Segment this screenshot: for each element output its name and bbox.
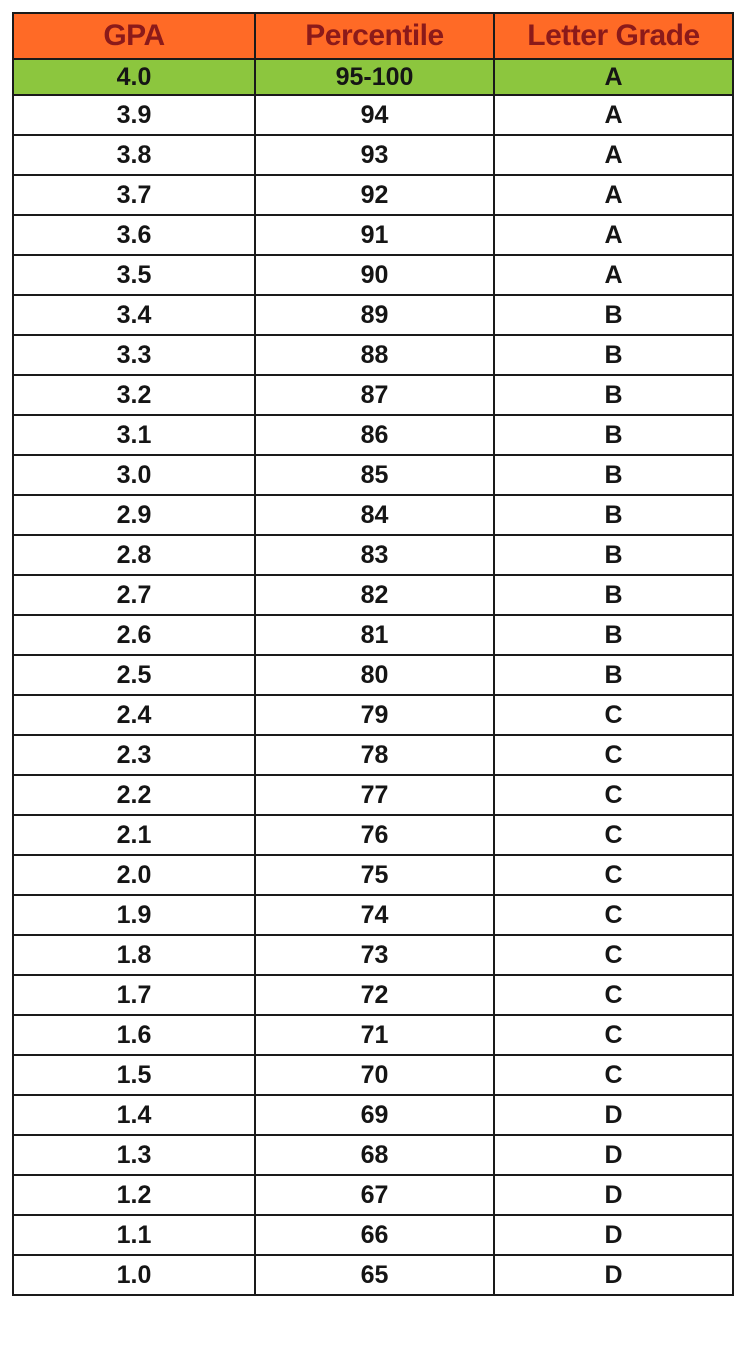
letter-grade-cell: C [494, 695, 733, 735]
letter-grade-cell: B [494, 335, 733, 375]
letter-grade-cell: D [494, 1255, 733, 1295]
gpa-cell: 3.1 [13, 415, 255, 455]
letter-grade-cell: B [494, 415, 733, 455]
percentile-cell: 90 [255, 255, 494, 295]
gpa-cell: 1.1 [13, 1215, 255, 1255]
table-row [13, 695, 733, 735]
letter-grade-cell: B [494, 535, 733, 575]
letter-grade-cell: B [494, 375, 733, 415]
percentile-cell: 82 [255, 575, 494, 615]
gpa-cell: 2.3 [13, 735, 255, 775]
table-body [13, 59, 733, 1295]
gpa-grade-table [12, 12, 734, 1296]
percentile-cell: 83 [255, 535, 494, 575]
table-row [13, 615, 733, 655]
letter-grade-cell: B [494, 295, 733, 335]
percentile-cell: 70 [255, 1055, 494, 1095]
letter-grade-cell: C [494, 815, 733, 855]
letter-grade-cell: D [494, 1175, 733, 1215]
letter-grade-cell: B [494, 655, 733, 695]
header-percentile: Percentile [255, 13, 494, 59]
table-row [13, 1015, 733, 1055]
header-row [13, 13, 733, 59]
gpa-cell: 3.0 [13, 455, 255, 495]
table-row [13, 415, 733, 455]
table-row [13, 655, 733, 695]
percentile-cell: 71 [255, 1015, 494, 1055]
percentile-cell: 67 [255, 1175, 494, 1215]
letter-grade-cell: C [494, 935, 733, 975]
table-row [13, 1215, 733, 1255]
gpa-cell: 2.1 [13, 815, 255, 855]
table-row [13, 1095, 733, 1135]
gpa-cell: 1.7 [13, 975, 255, 1015]
table-row [13, 255, 733, 295]
gpa-cell: 2.9 [13, 495, 255, 535]
gpa-cell: 2.2 [13, 775, 255, 815]
percentile-cell: 93 [255, 135, 494, 175]
gpa-cell: 3.4 [13, 295, 255, 335]
table-row [13, 95, 733, 135]
letter-grade-cell: C [494, 1015, 733, 1055]
table-header [13, 13, 733, 59]
gpa-cell: 1.6 [13, 1015, 255, 1055]
table-row [13, 455, 733, 495]
table-row [13, 1255, 733, 1295]
letter-grade-cell: A [494, 175, 733, 215]
gpa-cell: 3.5 [13, 255, 255, 295]
table-row [13, 975, 733, 1015]
letter-grade-cell: B [494, 455, 733, 495]
percentile-cell: 66 [255, 1215, 494, 1255]
gpa-cell: 1.2 [13, 1175, 255, 1215]
percentile-cell: 80 [255, 655, 494, 695]
highlighted-row [13, 59, 733, 95]
percentile-cell: 91 [255, 215, 494, 255]
gpa-cell: 1.3 [13, 1135, 255, 1175]
table-row [13, 735, 733, 775]
gpa-cell: 3.6 [13, 215, 255, 255]
table-row [13, 295, 733, 335]
header-letter-grade: Letter Grade [494, 13, 733, 59]
header-gpa: GPA [13, 13, 255, 59]
letter-grade-cell: A [494, 255, 733, 295]
table-row [13, 175, 733, 215]
letter-grade-cell: A [494, 215, 733, 255]
percentile-cell: 79 [255, 695, 494, 735]
gpa-cell: 3.7 [13, 175, 255, 215]
percentile-cell: 87 [255, 375, 494, 415]
gpa-cell: 2.5 [13, 655, 255, 695]
letter-grade-cell: C [494, 775, 733, 815]
table-row [13, 335, 733, 375]
table-row [13, 535, 733, 575]
percentile-cell: 75 [255, 855, 494, 895]
table-row [13, 495, 733, 535]
percentile-cell: 68 [255, 1135, 494, 1175]
gpa-cell: 4.0 [13, 59, 255, 95]
percentile-cell: 88 [255, 335, 494, 375]
letter-grade-cell: A [494, 135, 733, 175]
letter-grade-cell: C [494, 975, 733, 1015]
gpa-cell: 2.7 [13, 575, 255, 615]
percentile-cell: 78 [255, 735, 494, 775]
gpa-cell: 1.8 [13, 935, 255, 975]
percentile-cell: 69 [255, 1095, 494, 1135]
percentile-cell: 73 [255, 935, 494, 975]
percentile-cell: 72 [255, 975, 494, 1015]
letter-grade-cell: C [494, 855, 733, 895]
gpa-cell: 3.9 [13, 95, 255, 135]
percentile-cell: 85 [255, 455, 494, 495]
percentile-cell: 84 [255, 495, 494, 535]
table-row [13, 815, 733, 855]
letter-grade-cell: B [494, 495, 733, 535]
table-row [13, 895, 733, 935]
table-row [13, 135, 733, 175]
percentile-cell: 89 [255, 295, 494, 335]
percentile-cell: 76 [255, 815, 494, 855]
letter-grade-cell: A [494, 59, 733, 95]
percentile-cell: 92 [255, 175, 494, 215]
gpa-cell: 3.2 [13, 375, 255, 415]
percentile-cell: 95-100 [255, 59, 494, 95]
letter-grade-cell: D [494, 1095, 733, 1135]
letter-grade-cell: D [494, 1215, 733, 1255]
percentile-cell: 74 [255, 895, 494, 935]
table-row [13, 935, 733, 975]
gpa-cell: 3.3 [13, 335, 255, 375]
gpa-cell: 1.0 [13, 1255, 255, 1295]
letter-grade-cell: B [494, 575, 733, 615]
table-row [13, 215, 733, 255]
gpa-cell: 1.4 [13, 1095, 255, 1135]
letter-grade-cell: D [494, 1135, 733, 1175]
letter-grade-cell: C [494, 895, 733, 935]
table-row [13, 1175, 733, 1215]
percentile-cell: 94 [255, 95, 494, 135]
gpa-cell: 1.5 [13, 1055, 255, 1095]
table-row [13, 855, 733, 895]
letter-grade-cell: A [494, 95, 733, 135]
gpa-cell: 2.8 [13, 535, 255, 575]
gpa-cell: 3.8 [13, 135, 255, 175]
gpa-cell: 2.0 [13, 855, 255, 895]
gpa-cell: 2.4 [13, 695, 255, 735]
percentile-cell: 65 [255, 1255, 494, 1295]
table-row [13, 575, 733, 615]
percentile-cell: 81 [255, 615, 494, 655]
letter-grade-cell: C [494, 735, 733, 775]
table-row [13, 775, 733, 815]
table-row [13, 1055, 733, 1095]
table-row [13, 1135, 733, 1175]
gpa-cell: 1.9 [13, 895, 255, 935]
letter-grade-cell: B [494, 615, 733, 655]
percentile-cell: 86 [255, 415, 494, 455]
percentile-cell: 77 [255, 775, 494, 815]
table-row [13, 375, 733, 415]
gpa-cell: 2.6 [13, 615, 255, 655]
letter-grade-cell: C [494, 1055, 733, 1095]
